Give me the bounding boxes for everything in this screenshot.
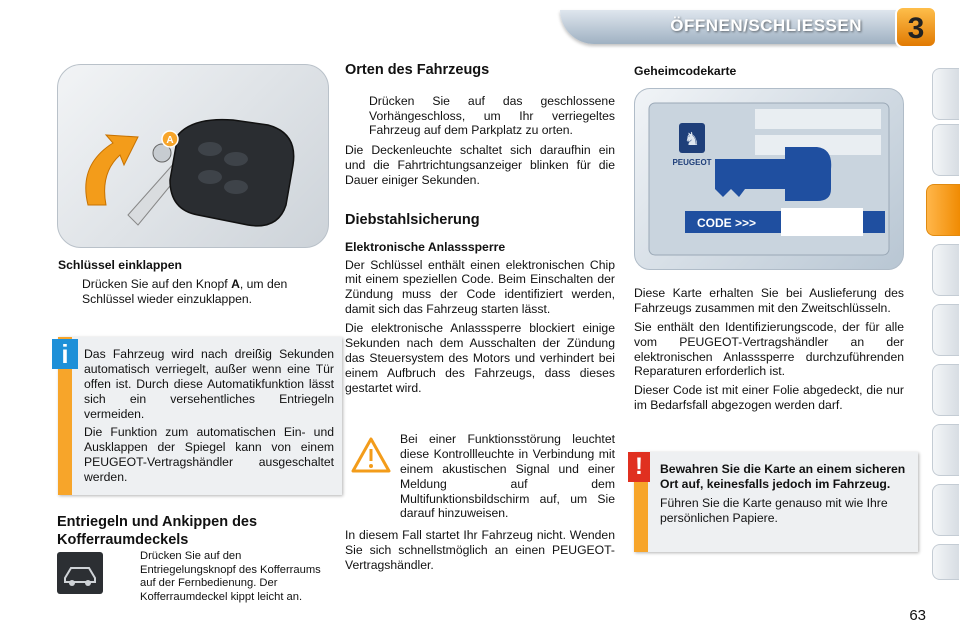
- chapter-tab[interactable]: [932, 424, 959, 476]
- svg-text:♞: ♞: [683, 129, 701, 149]
- bullet-text: Drücken Sie auf den Entriegelungsknopf des Kofferraums auf der Fernbedienung. Der Kofferraumdeckel kippt leicht an.: [140, 550, 321, 603]
- code-card-description: [634, 286, 904, 417]
- section-heading: Diebstahlsicherung: [345, 212, 480, 228]
- list-item: [116, 550, 328, 605]
- chapter-tab[interactable]: [932, 364, 959, 416]
- chapter-tab[interactable]: [932, 68, 959, 120]
- chapter-tabs: [926, 68, 960, 578]
- trunk-button-icon: [57, 552, 103, 594]
- section-heading: Schlüssel einklappen: [58, 258, 182, 272]
- fold-arrow: [86, 135, 138, 205]
- warning-triangle-icon: [350, 436, 392, 474]
- alert-icon: !: [628, 452, 650, 482]
- info-text: Das Fahrzeug wird nach dreißig Sekunden automatisch verriegelt, außer wenn eine Tür offen ist. Durch diese Automatikfunktion lässt sich ein versehentliches Entriegeln vermeiden.: [84, 347, 334, 421]
- key-fold-section: [58, 258, 328, 307]
- key-illustration: [57, 64, 329, 248]
- page-number: 63: [909, 607, 926, 624]
- body-text: Die elektronische Anlasssperre blockiert einige Sekunden nach dem Ausschalten der Zündung das Steuersystem des Motors und verhindert bei einem Aufbruch des Fahrzeugs, dass dieses gestartet wird.: [345, 321, 615, 395]
- bullet-symbol: [116, 550, 134, 605]
- bullet-text: Drücken Sie auf das geschlossene Vorhängeschloss, um Ihr verriegeltes Fahrzeug auf dem Parkplatz zu orten.: [369, 93, 615, 138]
- chapter-tab[interactable]: [932, 544, 959, 580]
- chapter-tab[interactable]: [932, 304, 959, 356]
- warning-text-top: [400, 432, 615, 521]
- code-card-illustration: [634, 88, 904, 270]
- section-heading: Entriegeln und Ankippen des Kofferraumdeckels: [57, 514, 258, 548]
- section-heading: Orten des Fahrzeugs: [345, 62, 490, 78]
- info-icon: i: [52, 339, 78, 369]
- info-box: [58, 337, 342, 495]
- card-code-label: CODE >>>: [697, 216, 757, 230]
- alert-text: Führen Sie die Karte genauso mit wie Ihre persönlichen Papiere.: [660, 495, 888, 525]
- svg-text:3: 3: [907, 12, 925, 45]
- chapter-tab[interactable]: [932, 244, 959, 296]
- bullet-symbol: [345, 94, 363, 139]
- body-text: Dieser Code ist mit einer Folie abgedeckt, die nur im Bedarfsfall abgezogen werden darf.: [634, 383, 904, 413]
- page-title: ÖFFNEN/SCHLIESSEN: [670, 16, 862, 35]
- trunk-section: [57, 514, 327, 549]
- bullet-text: Drücken Sie auf den Knopf A, um den Schlüssel wieder einzuklappen.: [82, 276, 288, 306]
- body-text: Der Schlüssel enthält einen elektronischen Chip mit einem speziellen Code. Beim Einschalten der Zündung muss der Code identifiziert werden, damit sich das Fahrzeug starten lässt.: [345, 257, 615, 317]
- bullet-symbol: [58, 277, 76, 307]
- body-text: Diese Karte erhalten Sie bei Auslieferung des Fahrzeugs zusammen mit den Zweitschlüsseln.: [634, 286, 904, 315]
- list-item: [345, 94, 615, 139]
- card-brand: PEUGEOT: [672, 158, 712, 167]
- list-item: [58, 277, 328, 307]
- chapter-badge: [893, 4, 939, 50]
- alert-box: [634, 452, 918, 552]
- chapter-tab[interactable]: [932, 124, 959, 176]
- info-text: Die Funktion zum automatischen Ein- und Ausklappen der Spiegel kann von einem PEUGEOT-Vertragshändler ausgeschaltet werden.: [84, 425, 334, 484]
- warning-text-bottom: [345, 528, 615, 577]
- chapter-tab[interactable]: [932, 484, 959, 536]
- section-heading: Geheimcodekarte: [634, 64, 737, 78]
- body-text: Die Deckenleuchte schaltet sich daraufhin ein und die Fahrtrichtungsanzeiger blinken für die Dauer einiger Sekunden.: [345, 143, 615, 188]
- locate-section: [345, 62, 615, 192]
- key-callout-label: A: [166, 135, 174, 146]
- alert-bold-text: Bewahren Sie die Karte an einem sicheren Ort auf, keinesfalls jedoch im Fahrzeug.: [660, 462, 906, 491]
- body-text: Bei einer Funktionsstörung leuchtet diese Kontrollleuchte in Verbindung mit einem akustischen Signal und einer Meldung auf dem Multifunktionsbildschirm auf, um Sie darauf hinzuweisen.: [400, 432, 615, 521]
- body-text: In diesem Fall startet Ihr Fahrzeug nicht. Wenden Sie sich schnellstmöglich an einen PEUGEOT-Vertragshändler.: [345, 528, 615, 572]
- theft-section: [345, 212, 615, 399]
- section-subheading: Elektronische Anlasssperre: [345, 239, 506, 254]
- body-text: Sie enthält den Identifizierungscode, der für alle vom PEUGEOT-Vertragshändler an der elektronischen Anlasssperre durchzuführenden Reparaturen erforderlich ist.: [634, 319, 904, 379]
- chapter-tab-active[interactable]: [926, 184, 960, 236]
